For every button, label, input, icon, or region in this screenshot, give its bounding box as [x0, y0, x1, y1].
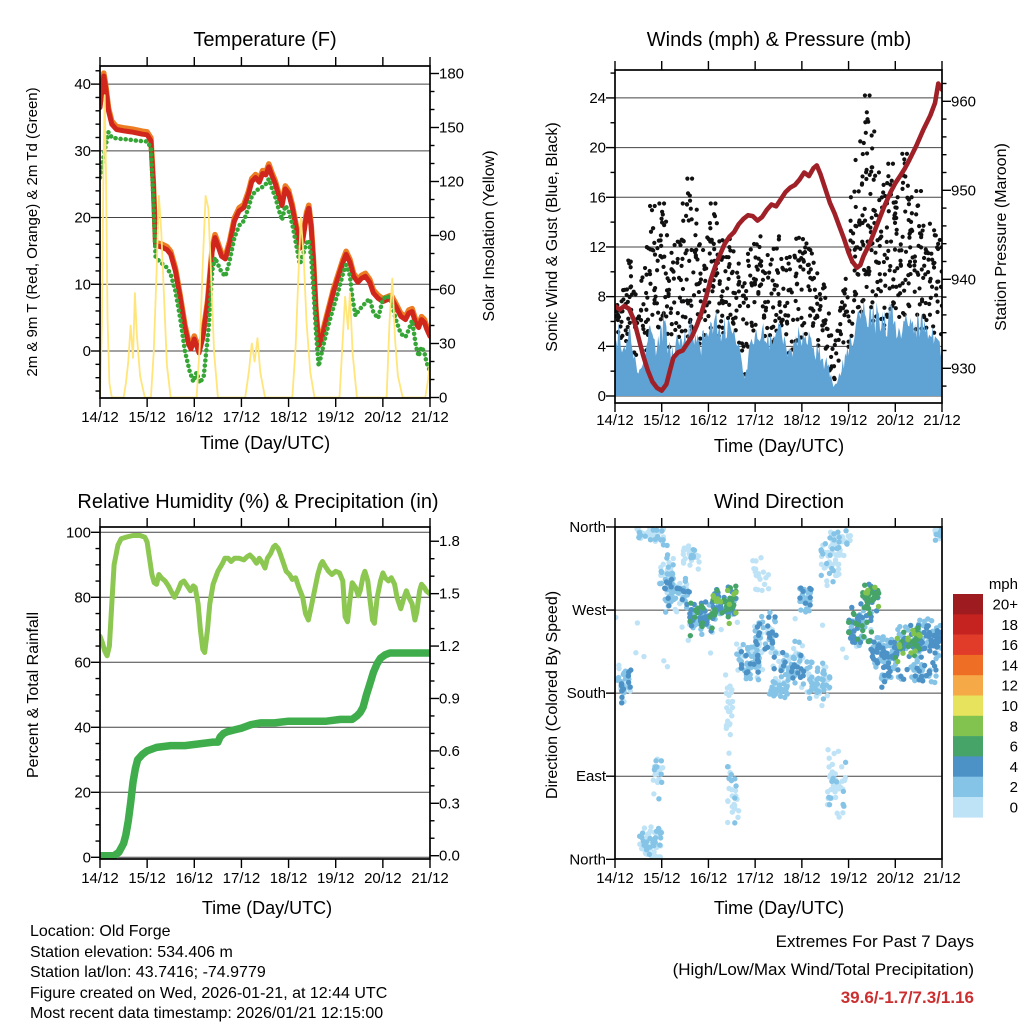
svg-text:0.3: 0.3: [439, 795, 460, 813]
svg-text:1.8: 1.8: [439, 533, 460, 551]
svg-text:15/12: 15/12: [642, 870, 681, 887]
svg-text:19/12: 19/12: [829, 412, 868, 429]
svg-text:North: North: [569, 518, 606, 536]
recent-timestamp: Most recent data timestamp: 2026/01/21 12:15:00: [30, 1005, 384, 1022]
svg-text:17/12: 17/12: [736, 412, 774, 429]
svg-text:14/12: 14/12: [81, 870, 119, 887]
svg-text:20/12: 20/12: [364, 870, 402, 887]
svg-text:0: 0: [82, 343, 91, 360]
svg-text:16/12: 16/12: [175, 870, 214, 887]
svg-text:40: 40: [74, 76, 91, 94]
svg-text:100: 100: [65, 524, 91, 542]
svg-text:17/12: 17/12: [222, 409, 261, 426]
svg-text:20: 20: [74, 784, 91, 802]
svg-text:60: 60: [74, 654, 91, 672]
extremes-values: 39.6/-1.7/7.3/1.16: [840, 988, 974, 1007]
svg-text:940: 940: [951, 271, 977, 289]
svg-text:15/12: 15/12: [642, 412, 681, 429]
figure-created: Figure created on Wed, 2026-01-21, at 12:44 UTC: [30, 984, 388, 1002]
svg-text:16/12: 16/12: [175, 409, 214, 426]
rh-xlabel: Time (Day/UTC): [201, 898, 333, 918]
svg-text:30: 30: [74, 142, 91, 160]
svg-text:0: 0: [439, 389, 448, 407]
svg-text:South: South: [566, 685, 606, 703]
direction-xlabel: Time (Day/UTC): [713, 898, 845, 918]
svg-text:20/12: 20/12: [364, 409, 402, 426]
svg-text:21/12: 21/12: [923, 870, 961, 887]
station-info-block: [30, 922, 387, 1024]
temperature-ylabel-left: 2m & 9m T (Red, Orange) & 2m Td (Green): [24, 87, 41, 377]
svg-text:1.2: 1.2: [439, 638, 460, 656]
svg-text:19/12: 19/12: [316, 409, 355, 426]
svg-text:14/12: 14/12: [596, 870, 634, 887]
svg-text:16: 16: [1001, 637, 1018, 655]
extremes-block: [673, 928, 974, 1012]
svg-text:14/12: 14/12: [596, 412, 634, 429]
svg-text:4: 4: [597, 338, 606, 356]
svg-text:8: 8: [1009, 718, 1018, 736]
winds-xlabel: Time (Day/UTC): [713, 436, 845, 456]
svg-text:950: 950: [951, 182, 977, 200]
rh-precip-panel: [66, 518, 460, 887]
extremes-subheading: (High/Low/Max Wind/Total Precipitation): [672, 960, 974, 979]
svg-text:14/12: 14/12: [81, 409, 119, 426]
svg-text:16/12: 16/12: [689, 412, 728, 429]
station-elevation: Station elevation: 534.406 m: [30, 943, 233, 961]
rh-ylabel-left: Percent & Total Rainfall: [25, 611, 42, 779]
svg-text:180: 180: [439, 65, 465, 83]
svg-text:17/12: 17/12: [736, 870, 774, 887]
svg-text:14: 14: [1001, 657, 1018, 675]
svg-text:40: 40: [74, 719, 91, 737]
wind-direction-title: Wind Direction: [713, 491, 845, 513]
svg-text:0.9: 0.9: [439, 690, 460, 708]
svg-text:16: 16: [589, 189, 606, 207]
temperature-panel: [74, 57, 464, 426]
svg-text:18: 18: [1001, 616, 1018, 634]
svg-text:10: 10: [74, 276, 91, 294]
svg-text:15/12: 15/12: [128, 870, 166, 887]
svg-text:80: 80: [74, 589, 91, 607]
svg-text:20: 20: [589, 139, 606, 157]
svg-text:960: 960: [951, 93, 977, 111]
svg-text:West: West: [572, 602, 606, 620]
svg-text:21/12: 21/12: [923, 412, 961, 429]
wind-ylabel-left: Sonic Wind & Gust (Blue, Black): [544, 122, 561, 352]
svg-text:17/12: 17/12: [222, 870, 261, 887]
svg-text:0: 0: [597, 388, 606, 405]
svg-text:120: 120: [439, 173, 465, 191]
svg-text:19/12: 19/12: [829, 870, 868, 887]
svg-text:0.6: 0.6: [439, 742, 460, 760]
svg-text:19/12: 19/12: [316, 870, 355, 887]
svg-text:20/12: 20/12: [876, 412, 915, 429]
svg-text:20: 20: [74, 209, 91, 227]
wind-direction-panel: [567, 518, 961, 887]
svg-text:21/12: 21/12: [411, 870, 449, 887]
svg-text:16/12: 16/12: [689, 870, 728, 887]
svg-text:0.0: 0.0: [439, 847, 460, 865]
svg-text:18/12: 18/12: [783, 870, 821, 887]
svg-text:12: 12: [589, 238, 606, 256]
svg-text:0: 0: [82, 849, 91, 867]
svg-text:18/12: 18/12: [783, 412, 821, 429]
winds-pressure-panel: [589, 61, 976, 429]
svg-text:0: 0: [1009, 799, 1018, 817]
svg-text:6: 6: [1009, 738, 1018, 756]
svg-text:90: 90: [439, 227, 456, 245]
svg-text:24: 24: [589, 89, 606, 107]
svg-text:East: East: [575, 768, 606, 786]
station-latlon: Station lat/lon: 43.7416; -74.9779: [30, 964, 266, 981]
svg-text:North: North: [569, 851, 606, 869]
svg-text:15/12: 15/12: [128, 409, 166, 426]
svg-text:60: 60: [439, 281, 456, 299]
svg-text:18/12: 18/12: [269, 870, 308, 887]
temperature-title: Temperature (F): [193, 29, 337, 51]
svg-text:930: 930: [951, 360, 977, 378]
solar-ylabel-right: Solar Insolation (Yellow): [481, 150, 498, 322]
rh-precip-title: Relative Humidity (%) & Precipitation (in): [77, 491, 439, 513]
temperature-xlabel: Time (Day/UTC): [199, 433, 331, 453]
station-location: Location: Old Forge: [30, 923, 171, 940]
extremes-heading: Extremes For Past 7 Days: [775, 932, 974, 951]
svg-text:150: 150: [439, 119, 465, 137]
svg-text:8: 8: [597, 288, 606, 306]
svg-text:1.5: 1.5: [439, 585, 460, 603]
svg-text:12: 12: [1001, 677, 1018, 695]
svg-text:18/12: 18/12: [269, 409, 308, 426]
svg-text:21/12: 21/12: [411, 409, 449, 426]
svg-text:2: 2: [1009, 779, 1018, 797]
speed-colorbar: [953, 594, 1018, 818]
direction-ylabel-left: Direction (Colored By Speed): [544, 590, 561, 800]
svg-text:20+: 20+: [992, 596, 1018, 614]
winds-pressure-title: Winds (mph) & Pressure (mb): [646, 29, 912, 51]
svg-text:4: 4: [1009, 758, 1018, 776]
pressure-ylabel-right: Station Pressure (Maroon): [993, 143, 1010, 331]
colorbar-unit-label: mph: [988, 576, 1018, 593]
svg-text:30: 30: [439, 335, 456, 353]
svg-text:10: 10: [1001, 698, 1018, 715]
svg-text:20/12: 20/12: [876, 870, 915, 887]
